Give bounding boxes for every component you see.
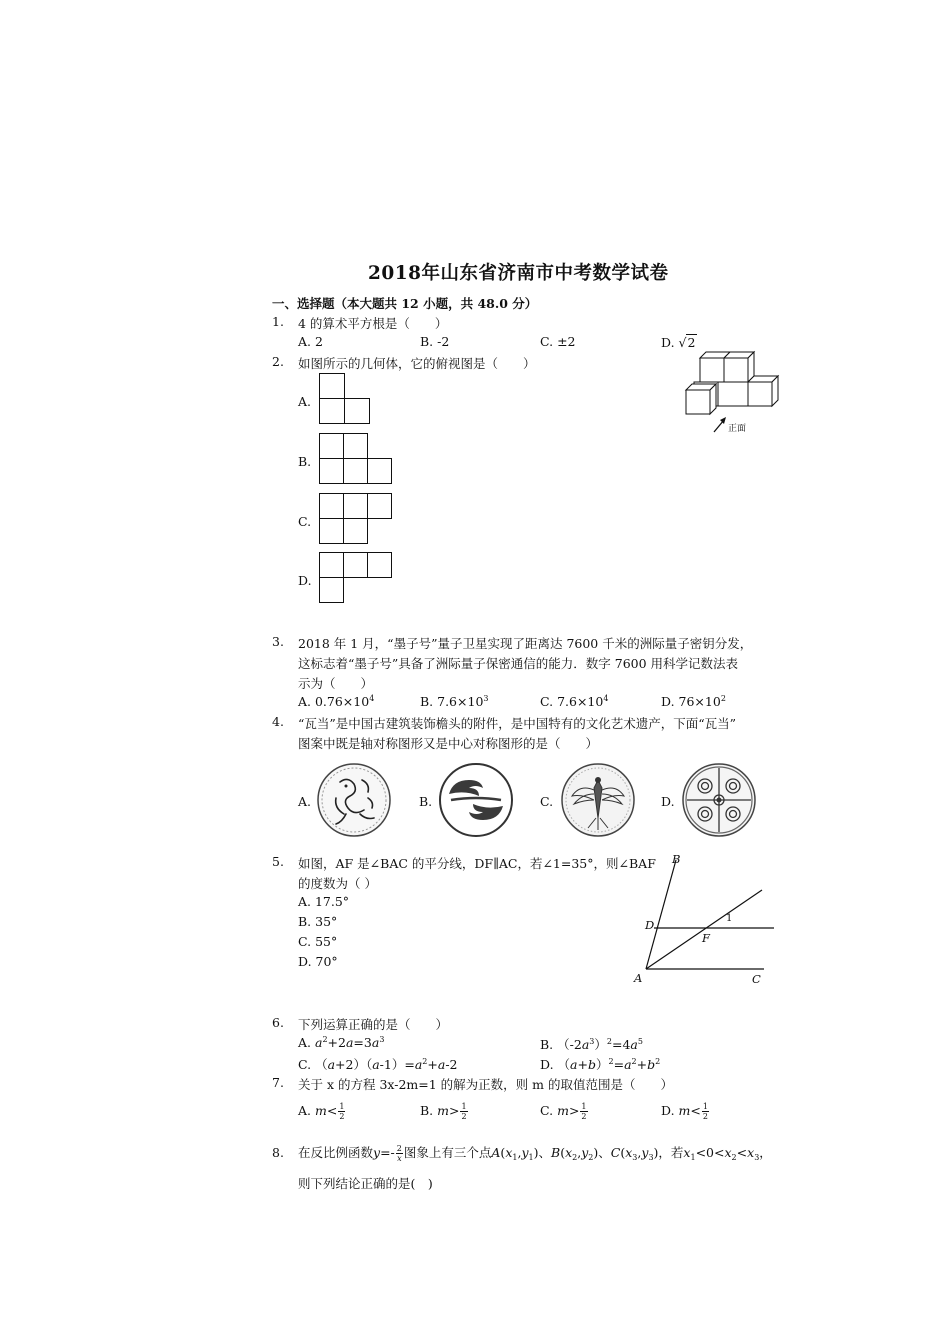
q2-option-b-grid xyxy=(319,433,395,485)
q8-line2: 则下列结论正确的是( ) xyxy=(298,1176,433,1191)
q1-option-a: A. 2 xyxy=(298,334,323,349)
q1-number: 1. xyxy=(272,314,284,329)
q3-option-b-exp: 3 xyxy=(483,694,489,703)
q3-option-a xyxy=(298,694,374,709)
q3-option-d-exp: 2 xyxy=(720,694,726,703)
q6-option-b: B. $(-2a^3)^2=4a^5$ xyxy=(540,1037,643,1052)
q6-option-a: A. $a^2+2a=3a^3$ xyxy=(298,1035,385,1050)
q5-label-C: C xyxy=(752,972,761,986)
q2-option-d: D. xyxy=(298,573,312,588)
q3-option-d xyxy=(661,694,726,709)
q3-option-c xyxy=(540,694,608,709)
q4-number: 4. xyxy=(272,714,284,729)
q7-option-a: A. m< $\frac{1}{2}$ xyxy=(298,1102,345,1121)
q4-line2: 图案中既是轴对称图形又是中心对称图形的是（ ） xyxy=(298,736,599,751)
q5-line1: 如图，AF 是∠BAC 的平分线，DF∥AC，若∠1=35°，则∠BAF xyxy=(298,856,656,871)
q5-option-a: A. 17.5° xyxy=(298,894,350,909)
q6-option-c: C. $(a+2)(a-1)=a^2+a-2$ xyxy=(298,1057,458,1072)
q2-stem: 如图所示的几何体，它的俯视图是（ ） xyxy=(298,356,536,371)
q4-line1: “瓦当”是中国古建筑装饰檐头的附件，是中国特有的文化艺术遗产，下面“瓦当” xyxy=(298,716,737,731)
q3-line3: 示为（ ） xyxy=(298,676,374,691)
q4-option-d-tile-image xyxy=(681,762,757,838)
q7-stem: 关于 x 的方程 3x-2m=1 的解为正数，则 m 的取值范围是（ ） xyxy=(298,1077,673,1092)
q3-line2: 这标志着“墨子号”具备了洲际量子保密通信的能力．数字 7600 用科学记数法表 xyxy=(298,656,739,671)
q5-label-B: B xyxy=(672,852,681,866)
q1-stem: 4 的算术平方根是（ ） xyxy=(298,316,448,331)
q5-label-1: 1 xyxy=(726,913,733,924)
q3-option-b-base: B. 7.6×10 xyxy=(420,694,484,709)
q2-option-c: C. xyxy=(298,514,312,529)
q8-line1: 在反比例函数y=- $\frac{2}{x}$ 图象上有三个点$A(x_1,y_1)$、$B(x_2,y_2)$、$C(x_3,y_3)$，若$x_1<0<x_2<x_3$， xyxy=(298,1144,772,1163)
q4-option-b-tile-image xyxy=(437,762,515,838)
page-title: 2018年山东省济南市中考数学试卷 xyxy=(368,263,669,284)
q3-option-c-base: C. 7.6×10 xyxy=(540,694,604,709)
q7-option-b: B. m> $\frac{1}{2}$ xyxy=(420,1102,467,1121)
q7-option-c: C. m> $\frac{1}{2}$ xyxy=(540,1102,587,1121)
q5-line2: 的度数为（ ） xyxy=(298,876,377,891)
q4-option-a-tile-image xyxy=(316,762,392,838)
q2-option-c-grid xyxy=(319,493,395,545)
q4-option-d: D. xyxy=(661,794,675,809)
sqrt-radicand: 2 xyxy=(687,335,696,350)
q6-number: 6. xyxy=(272,1015,284,1030)
q6-stem: 下列运算正确的是（ ） xyxy=(298,1017,449,1032)
q6-option-d: D. $(a+b)^2=a^2+b^2$ xyxy=(540,1057,661,1072)
q7-number: 7. xyxy=(272,1075,284,1090)
q7-option-d: D. m< $\frac{1}{2}$ xyxy=(661,1102,708,1121)
sqrt-sign: √ xyxy=(678,335,687,350)
q3-option-a-exp: 4 xyxy=(369,694,375,703)
q5-label-A: A xyxy=(634,971,643,985)
q2-number: 2. xyxy=(272,354,284,369)
q4-option-b: B. xyxy=(419,794,433,809)
q3-line1: 2018 年 1 月，“墨子号”量子卫星实现了距离达 7600 千米的洲际量子密钥分发， xyxy=(298,636,753,651)
q3-option-c-exp: 4 xyxy=(603,694,609,703)
q2-option-a: A. xyxy=(298,394,312,409)
q5-number: 5. xyxy=(272,854,284,869)
q1-option-d xyxy=(661,334,697,350)
q3-option-a-base: A. 0.76×10 xyxy=(298,694,370,709)
section-heading: 一、选择题（本大题共 12 小题，共 48.0 分） xyxy=(272,296,538,311)
q2-front-label: 正面 xyxy=(728,424,747,434)
q5-option-d: D. 70° xyxy=(298,954,338,969)
q4-option-a: A. xyxy=(298,794,312,809)
q3-option-d-base: D. 76×10 xyxy=(661,694,721,709)
q8-number: 8. xyxy=(272,1145,284,1160)
q5-option-c: C. 55° xyxy=(298,934,338,949)
q4-option-c: C. xyxy=(540,794,554,809)
q1-option-c: C. ±2 xyxy=(540,334,576,349)
q1-option-b: B. -2 xyxy=(420,334,450,349)
q2-option-a-grid xyxy=(319,373,371,425)
q5-label-D: D xyxy=(645,918,655,932)
q4-option-c-tile-image xyxy=(560,762,636,838)
q3-number: 3. xyxy=(272,634,284,649)
q2-option-d-grid xyxy=(319,552,395,604)
q3-option-b xyxy=(420,694,489,709)
q1-option-d-prefix: D. xyxy=(661,335,675,350)
q5-label-F: F xyxy=(702,931,710,945)
q2-option-b: B. xyxy=(298,454,312,469)
q5-option-b: B. 35° xyxy=(298,914,338,929)
